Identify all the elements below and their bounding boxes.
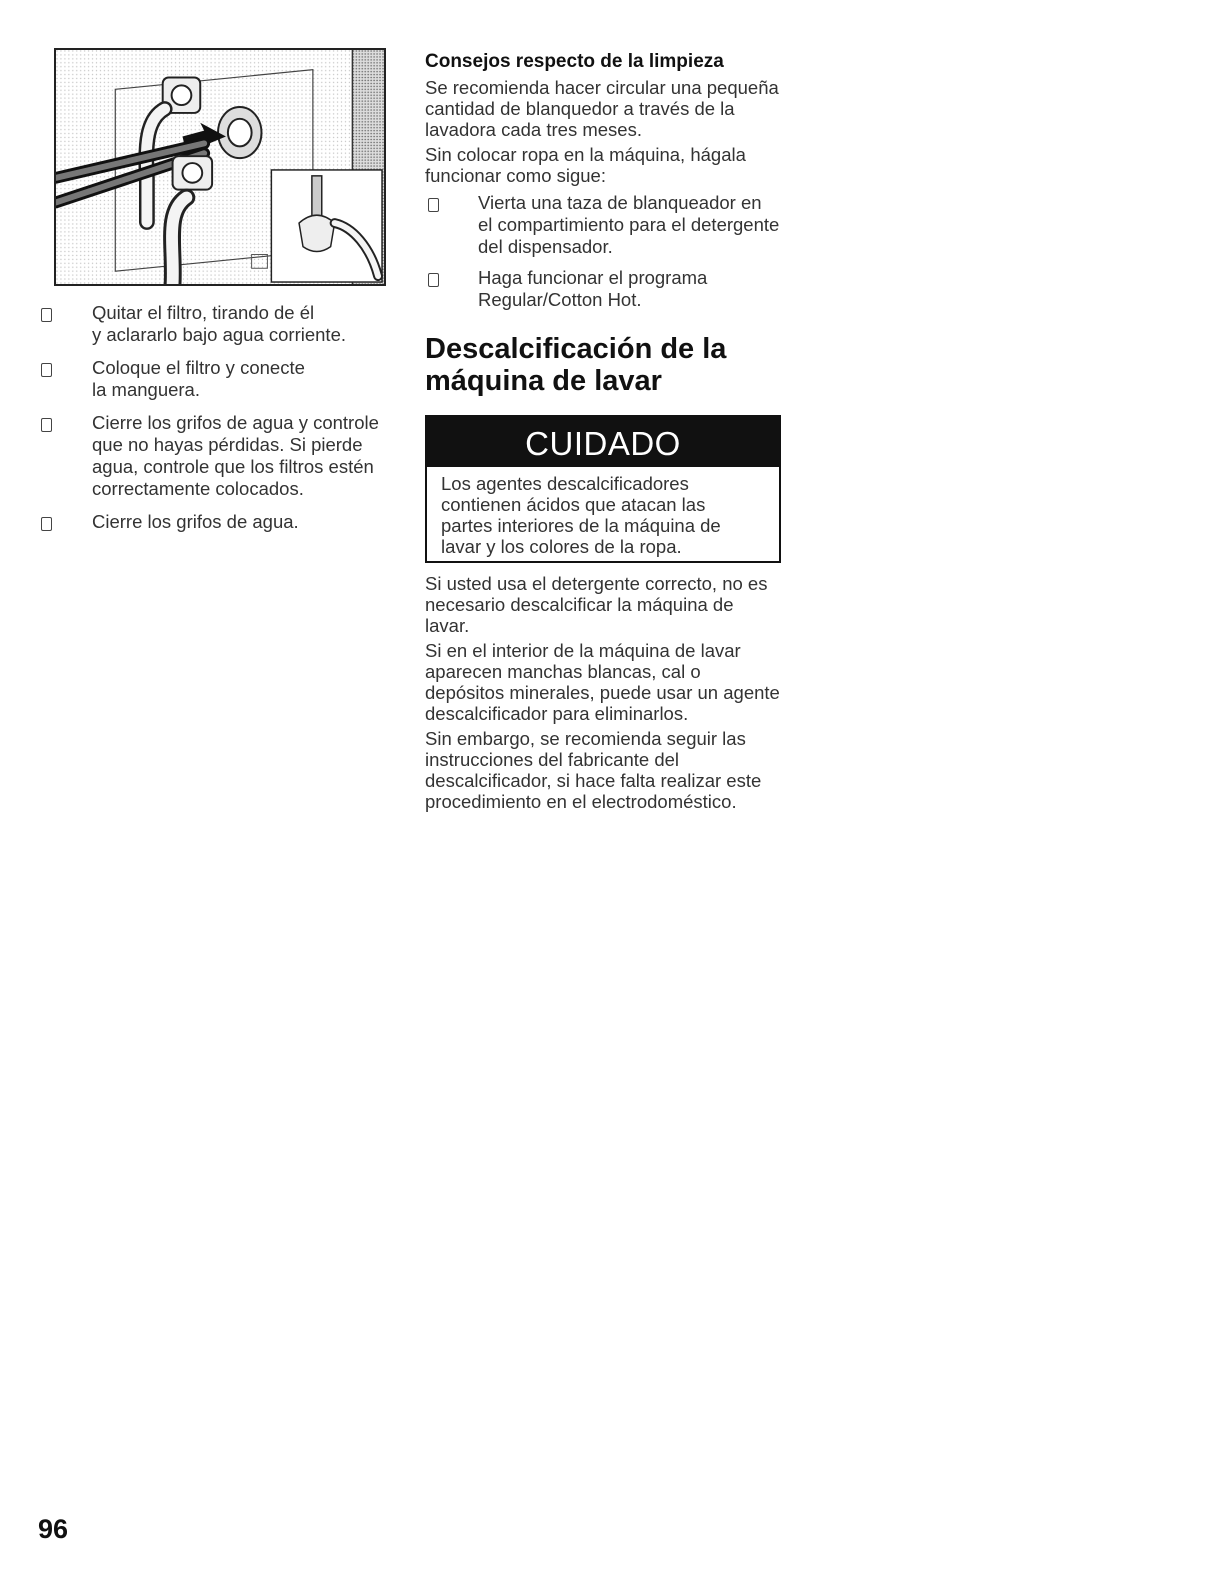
list-item xyxy=(38,357,398,401)
descaling-paragraph: Si usted usa el detergente correcto, no es necesario descalcificar la máquina de lavar. xyxy=(425,573,768,636)
step-text: Coloque el filtro y conecte la manguera. xyxy=(92,357,305,400)
cleaning-heading: Consejos respecto de la limpieza xyxy=(425,51,724,72)
list-item xyxy=(38,511,398,533)
filter-steps-list xyxy=(38,302,398,544)
step-text: Quitar el filtro, tirando de él y aclararlo bajo agua corriente. xyxy=(92,302,347,345)
checkbox-bullet-icon xyxy=(41,517,52,531)
descaling-paragraph: Sin embargo, se recomienda seguir las instrucciones del fabricante del descalcificador, si hace falta realizar este procedimiento en el electrodoméstico. xyxy=(425,728,762,812)
checkbox-bullet-icon xyxy=(428,273,439,287)
descaling-paragraph: Si en el interior de la máquina de lavar aparecen manchas blancas, cal o depósitos minerales, puede usar un agente descalcificador para eliminarlos. xyxy=(425,640,780,724)
list-item xyxy=(425,192,781,258)
checkbox-bullet-icon xyxy=(428,198,439,212)
faucet-hose-illustration xyxy=(54,48,386,286)
cleaning-steps-list xyxy=(425,192,781,311)
checkbox-bullet-icon xyxy=(41,308,52,322)
right-column xyxy=(425,50,781,816)
step-text: Cierre los grifos de agua y controle que no hayas pérdidas. Si pierde agua, controle que los filtros estén correctamente colocados. xyxy=(92,412,379,499)
step-text: Cierre los grifos de agua. xyxy=(92,511,299,532)
caution-text: Los agentes descalcificadores contienen ácidos que atacan las partes interiores de la máquina de lavar y los colores de la ropa. xyxy=(441,473,721,557)
checkbox-bullet-icon xyxy=(41,363,52,377)
list-item xyxy=(38,412,398,500)
descaling-heading: Descalcificación de la máquina de lavar xyxy=(425,333,727,397)
step-text: Haga funcionar el programa Regular/Cotton Hot. xyxy=(478,267,708,310)
cleaning-paragraph: Se recomienda hacer circular una pequeña cantidad de blanquedor a través de la lavadora cada tres meses. xyxy=(425,77,779,140)
caution-title: CUIDADO xyxy=(427,417,779,467)
checkbox-bullet-icon xyxy=(41,418,52,432)
cleaning-paragraph: Sin colocar ropa en la máquina, hágala funcionar como sigue: xyxy=(425,144,746,186)
list-item xyxy=(38,302,398,346)
page-number: 96 xyxy=(38,1514,69,1544)
faucet-hose-filter-removal-illustration xyxy=(56,50,384,284)
list-item xyxy=(425,267,781,311)
caution-box xyxy=(425,415,781,563)
step-text: Vierta una taza de blanqueador en el compartimiento para el detergente del dispensador. xyxy=(478,192,780,257)
